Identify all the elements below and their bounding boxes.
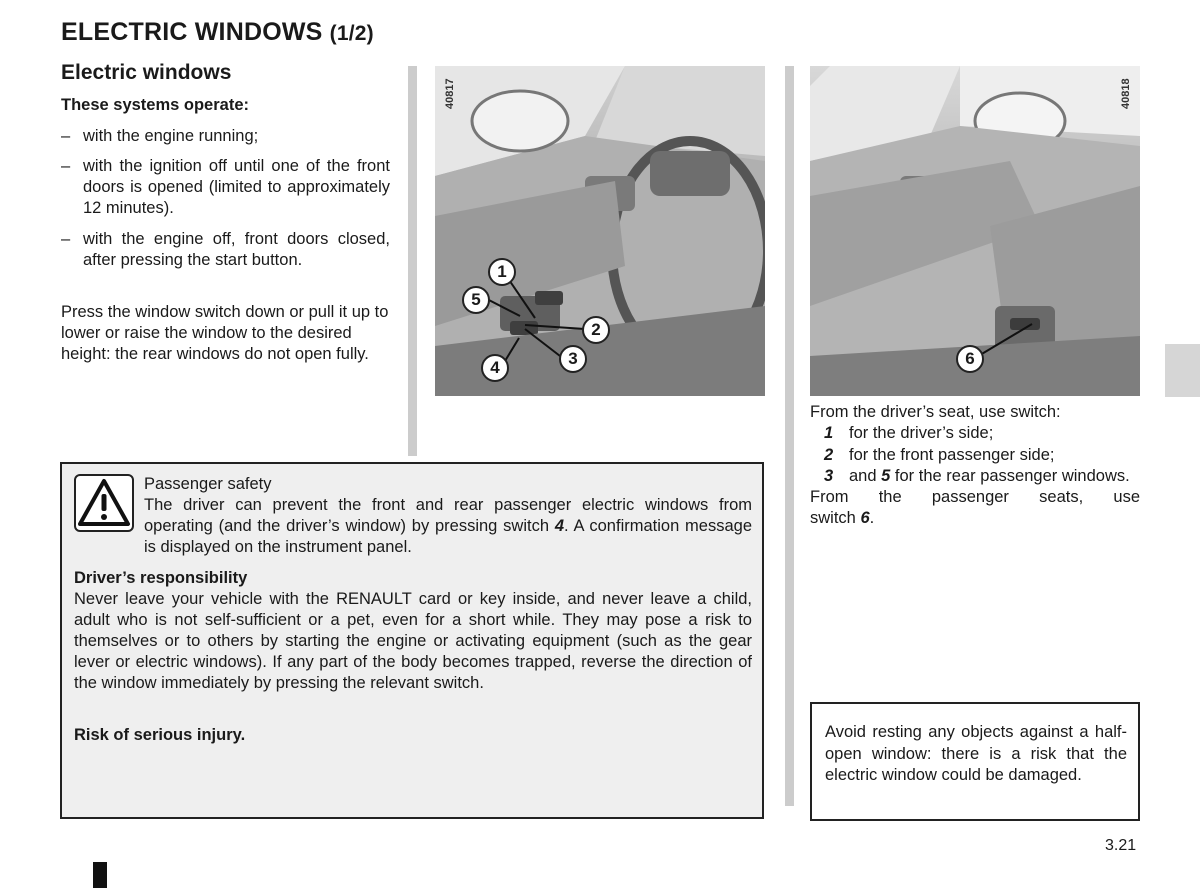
section-subtitle: Electric windows [61,61,232,84]
drivers-responsibility-text: Never leave your vehicle with the RENAULT card or key inside, and never leave a child, adult who is not self-sufficient or a pet, even for a short while. They may pose a risk to themselves or to others by starting the engine or activating equipment (such as the gear lever or electric windows). If any part of the body becomes trapped, reverse the direction of the window immediately by pressing the relevant switch. [74,590,752,692]
figure-code: 40817 [444,78,456,109]
note-text: Avoid resting any objects against a half-open window: there is a risk that the electric window could be damaged. [825,723,1127,784]
legend-intro: From the driver’s seat, use switch: [810,403,1061,421]
section-tab [1165,344,1200,397]
warning-box [60,462,764,819]
legend-item: 3 and 5 for the rear passenger windows. [824,466,1130,485]
risk-warning: Risk of serious injury. [74,726,246,744]
page-title: ELECTRIC WINDOWS (1/2) [61,18,374,46]
callout-5: 5 [462,286,490,314]
passenger-safety-text: The driver can prevent the front and rear passenger electric windows from operating (and the driver’s window) by pressing switch 4. A confirmation message is displayed on the instrument panel. [144,496,753,556]
note-box [810,702,1140,821]
bullet-item: – with the engine off, front doors closed, after pressing the start button. [61,230,390,269]
page-part: (1/2) [329,22,374,45]
driver-door-photo [435,66,765,396]
callout-2: 2 [582,316,610,344]
callout-3: 3 [559,345,587,373]
driver-door-illustration [435,66,765,396]
section-intro: These systems operate: [61,96,250,114]
drivers-responsibility-heading: Driver’s responsibility [74,569,248,587]
column-divider [785,66,794,806]
page-marker [93,862,107,888]
bullet-item: – with the engine running; [61,127,259,145]
bullet-item: – with the ignition off until one of the front doors is opened (limited to approximately 12 minutes). [61,157,390,217]
legend-passenger: From the passenger seats, use [810,488,1140,507]
warning-triangle-icon [74,474,134,532]
switch-legend [810,402,1140,530]
legend-item: 1 for the driver’s side; [824,424,994,443]
passenger-safety-heading: Passenger safety [144,475,272,493]
legend-passenger-switch: switch 6. [810,509,875,528]
callout-6: 6 [956,345,984,373]
instruction-paragraph: Press the window switch down or pull it up to lower or raise the window to the desired height: the rear windows do not open fully. [61,303,389,363]
column-divider [408,66,417,456]
figure-code: 40818 [1120,78,1132,109]
callout-4: 4 [481,354,509,382]
legend-item: 2 for the front passenger side; [824,445,1055,464]
page-number: 3.21 [1105,837,1137,854]
callout-1: 1 [488,258,516,286]
